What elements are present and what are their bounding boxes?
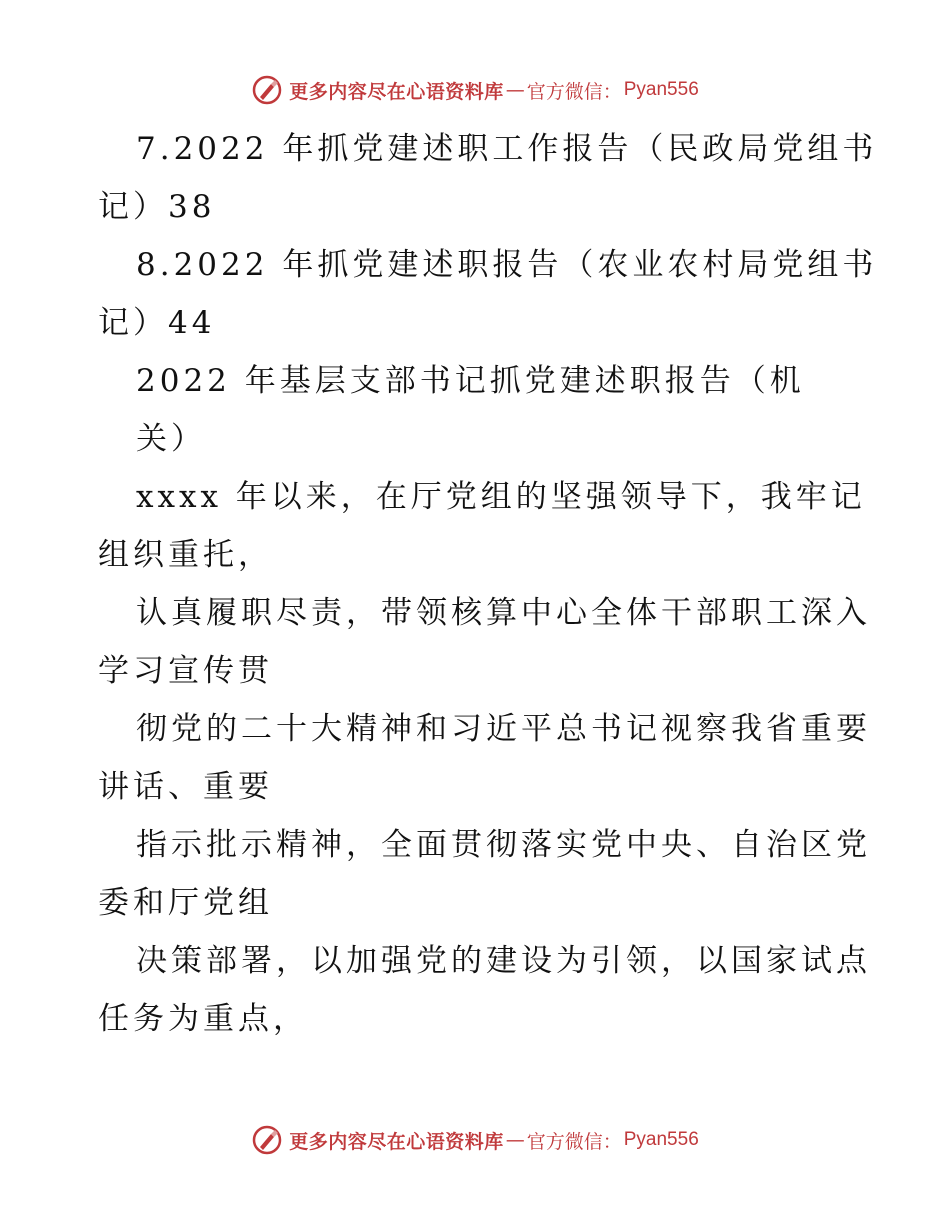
document-body — [98, 120, 878, 1048]
text-line: 委和厅党组 — [98, 885, 273, 921]
text-line: 指示批示精神，全面贯彻落实党中央、自治区党 — [136, 827, 871, 863]
text-line: 学习宣传贯 — [98, 653, 273, 689]
text-line: 记）38 — [98, 189, 216, 225]
pen-logo-icon — [251, 1124, 283, 1156]
text-line: 讲话、重要 — [98, 769, 273, 805]
text-line: 2022 年基层支部书记抓党建述职报告（机 — [136, 363, 805, 399]
text-line: 彻党的二十大精神和习近平总书记视察我省重要 — [136, 711, 871, 747]
watermark-text: 更多内容尽在心语资料库 — [289, 80, 504, 103]
text-line: 组织重托， — [98, 537, 273, 573]
text-line: 7.2022 年抓党建述职工作报告（民政局党组书 — [136, 131, 878, 167]
watermark-label: 官方微信： — [526, 1130, 622, 1153]
text-line: 决策部署，以加强党的建设为引领，以国家试点 — [136, 943, 871, 979]
text-line: 任务为重点， — [98, 1001, 308, 1037]
text-line: 8.2022 年抓党建述职报告（农业农村局党组书 — [136, 247, 878, 283]
text-line: 记）44 — [98, 305, 216, 341]
footer-watermark — [0, 1120, 950, 1160]
watermark-dash: — — [505, 79, 525, 101]
watermark-id: Pyan556 — [623, 1129, 699, 1150]
text-line: 关） — [136, 421, 206, 457]
header-watermark — [0, 70, 950, 110]
watermark-label: 官方微信： — [526, 80, 622, 103]
watermark-text: 更多内容尽在心语资料库 — [289, 1130, 504, 1153]
watermark-id: Pyan556 — [623, 79, 699, 100]
watermark-dash: — — [505, 1129, 525, 1151]
text-line: 认真履职尽责，带领核算中心全体干部职工深入 — [136, 595, 871, 631]
text-line: xxxx 年以来，在厅党组的坚强领导下，我牢记 — [136, 479, 866, 515]
pen-logo-icon — [251, 74, 283, 106]
